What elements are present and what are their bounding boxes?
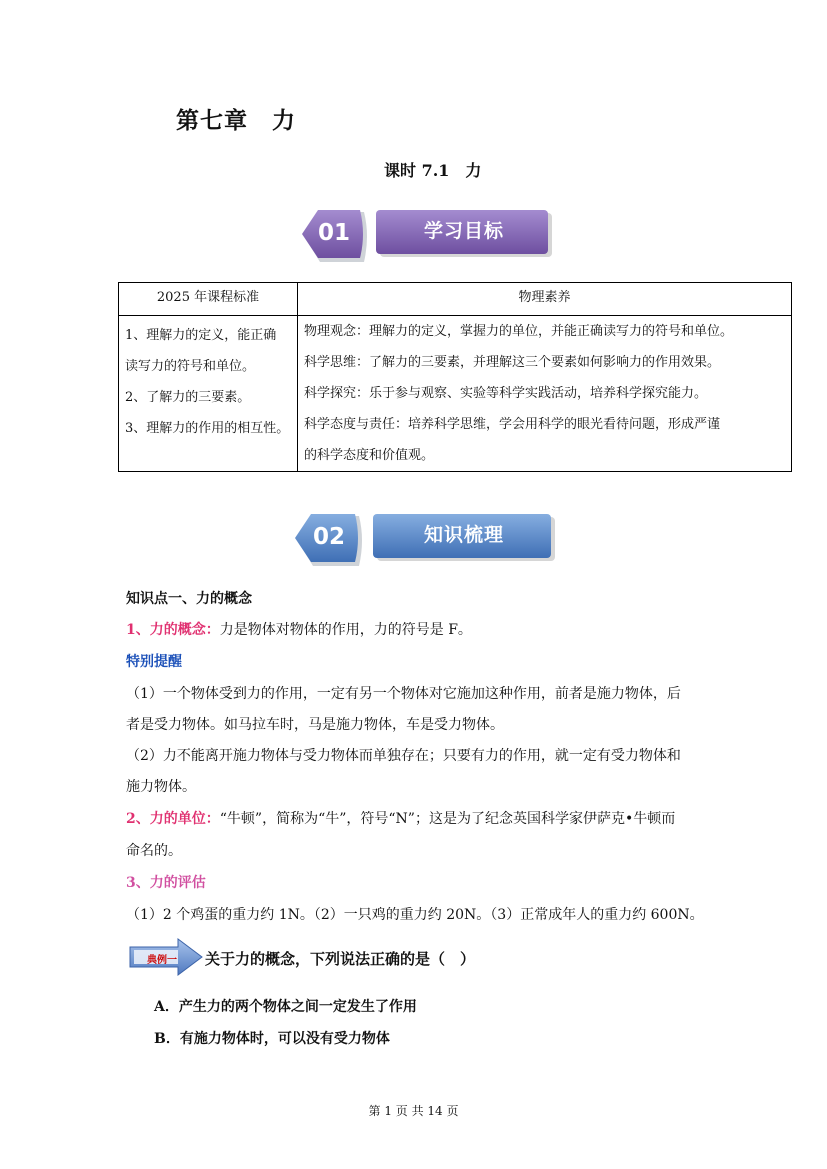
literacy-line: 科学态度与责任：培养科学思维，学会用科学的眼光看待问题，形成严谨	[304, 417, 721, 432]
reminder-line: 者是受力物体。如马拉车时，马是施力物体，车是受力物体。	[126, 717, 504, 733]
section-banner-goals	[300, 204, 560, 274]
literacy-line: 科学思维：了解力的三要素，并理解这三个要素如何影响力的作用效果。	[304, 355, 721, 370]
standards-cell	[119, 316, 298, 472]
unit-label: 2、力的单位：	[126, 811, 220, 827]
unit-text: “牛顿”，简称为“牛”，符号“N”；这是为了纪念英国科学家伊萨克•牛顿而	[219, 811, 676, 827]
table-header-literacy: 物理素养	[298, 283, 792, 316]
concept-text: 力是物体对物体的作用，力的符号是 F。	[219, 622, 472, 638]
literacy-line: 物理观念：理解力的定义，掌握力的单位，并能正确读写力的符号和单位。	[304, 324, 734, 339]
example-option-b: B．有施力物体时，可以没有受力物体	[154, 1031, 390, 1047]
section-number: 02	[312, 524, 345, 550]
goals-table	[118, 282, 792, 472]
literacy-line: 的科学态度和价值观。	[304, 448, 435, 463]
page-footer: 第 1 页 共 14 页	[368, 1104, 459, 1118]
reminder-line: 施力物体。	[126, 779, 196, 795]
concept-label: 1、力的概念：	[126, 622, 220, 638]
section-number: 01	[317, 220, 350, 246]
example-question: 关于力的概念，下列说法正确的是（ ）	[205, 950, 476, 968]
standard-line: 1、理解力的定义，能正确	[125, 328, 277, 343]
unit-paragraph	[126, 808, 675, 828]
unit-text-continued: 命名的。	[126, 843, 182, 859]
example-option-a: A．产生力的两个物体之间一定发生了作用	[154, 999, 417, 1015]
estimate-title: 3、力的评估	[126, 875, 206, 891]
table-header-standard: 2025 年课程标准	[119, 283, 298, 316]
estimate-text: （1）2 个鸡蛋的重力约 1N。（2）一只鸡的重力约 20N。（3）正常成年人的重力约 600N。	[126, 907, 704, 923]
reminder-line: （2）力不能离开施力物体与受力物体而单独存在；只要有力的作用，就一定有受力物体和	[126, 748, 681, 764]
example-tag: 典例一	[147, 955, 177, 966]
reminder-title: 特别提醒	[126, 654, 182, 670]
section-banner-knowledge	[293, 508, 553, 578]
knowledge-point-title: 知识点一、力的概念	[126, 591, 252, 607]
concept-paragraph	[126, 619, 472, 639]
reminder-line: （1）一个物体受到力的作用，一定有另一个物体对它施加这种作用，前者是施力物体，后	[126, 686, 681, 702]
lesson-title: 课时 7.1 力	[384, 161, 482, 180]
standard-line: 读写力的符号和单位。	[125, 359, 256, 374]
chapter-title: 第七章 力	[176, 107, 296, 134]
section-label: 学习目标	[423, 220, 504, 242]
literacy-line: 科学探究：乐于参与观察、实验等科学实践活动，培养科学探究能力。	[304, 386, 708, 401]
standard-line: 2、了解力的三要素。	[125, 390, 251, 405]
section-label: 知识梳理	[423, 524, 504, 546]
literacy-cell	[298, 316, 792, 472]
standard-line: 3、理解力的作用的相互性。	[125, 421, 290, 436]
